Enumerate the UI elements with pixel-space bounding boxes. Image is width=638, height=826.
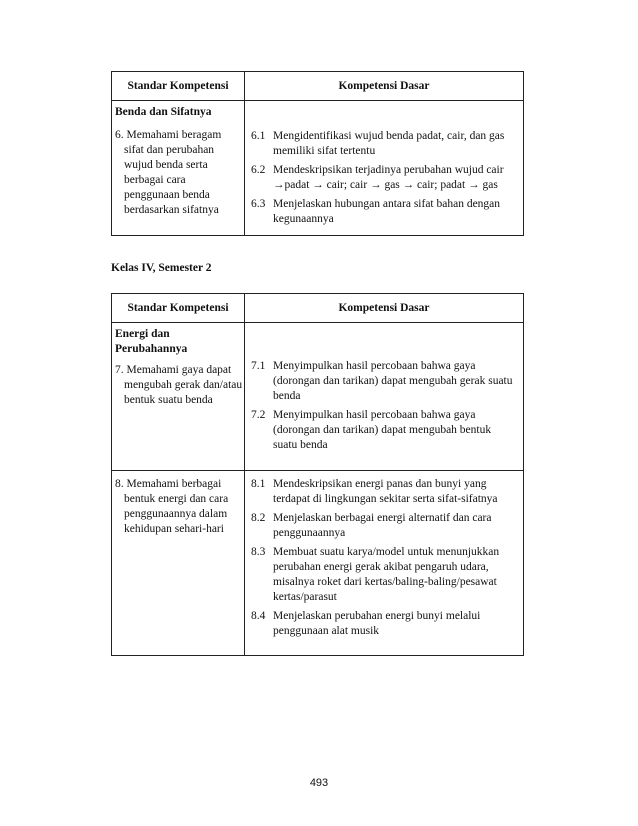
table-header [112, 294, 523, 323]
sk-text: 6. Memahami beragam sifat dan perubahan wujud benda serta berbagai cara penggunaan benda berdasarkan sifatnya [115, 129, 222, 216]
header-kd: Kompetensi Dasar [338, 301, 430, 314]
sk-text: 8. Memahami berbagai bentuk energi dan cara penggunaannya dalam kehidupan sehari-hari [115, 478, 229, 535]
header-sk: Standar Kompetensi [112, 72, 245, 100]
kd-item: 6.1 Mengidentifikasi wujud benda padat, cair, dan gas memiliki sifat tertentu [251, 130, 505, 157]
kd-item: 8.4 Menjelaskan perubahan energi bunyi melalui penggunaan alat musik [251, 610, 481, 637]
sk-text: 7. Memahami gaya dapat mengubah gerak dan/atau bentuk suatu benda [115, 364, 243, 406]
table-row [112, 323, 523, 470]
topic-title: Benda dan Sifatnya [115, 106, 212, 118]
topic-title: Energi dan Perubahannya [115, 328, 188, 355]
table-header [112, 72, 523, 101]
competency-table-2 [111, 293, 524, 656]
page-number: 493 [309, 777, 329, 789]
section-label: Kelas IV, Semester 2 [111, 262, 212, 274]
kd-item: 7.2 Menyimpulkan hasil percobaan bahwa gaya (dorongan dan tarikan) dapat mengubah bentuk suatu benda [251, 409, 492, 451]
header-sk: Standar Kompetensi [112, 294, 245, 322]
kd-item: 8.1 Mendeskripsikan energi panas dan bunyi yang terdapat di lingkungan sekitar serta sifat-sifatnya [251, 478, 498, 505]
kd-item: 8.3 Membuat suatu karya/model untuk menunjukkan perubahan energi gerak akibat pengaruh udara, misalnya roket dari kertas/baling-baling/pesawat kertas/parasut [251, 546, 500, 603]
competency-table-1 [111, 71, 524, 236]
table-row [112, 101, 523, 235]
header-kd: Kompetensi Dasar [338, 79, 430, 92]
kd-item: 6.3 Menjelaskan hubungan antara sifat bahan dengan kegunaannya [251, 198, 501, 225]
kd-item: 6.2 Mendeskripsikan terjadinya perubahan wujud cair →padat → cair; cair → gas → cair; padat → gas [251, 164, 504, 191]
kd-item: 8.2 Menjelaskan berbagai energi alternatif dan cara penggunaannya [251, 512, 492, 539]
table-row [112, 470, 523, 655]
kd-item: 7.1 Menyimpulkan hasil percobaan bahwa gaya (dorongan dan tarikan) dapat mengubah gerak suatu benda [251, 360, 513, 402]
